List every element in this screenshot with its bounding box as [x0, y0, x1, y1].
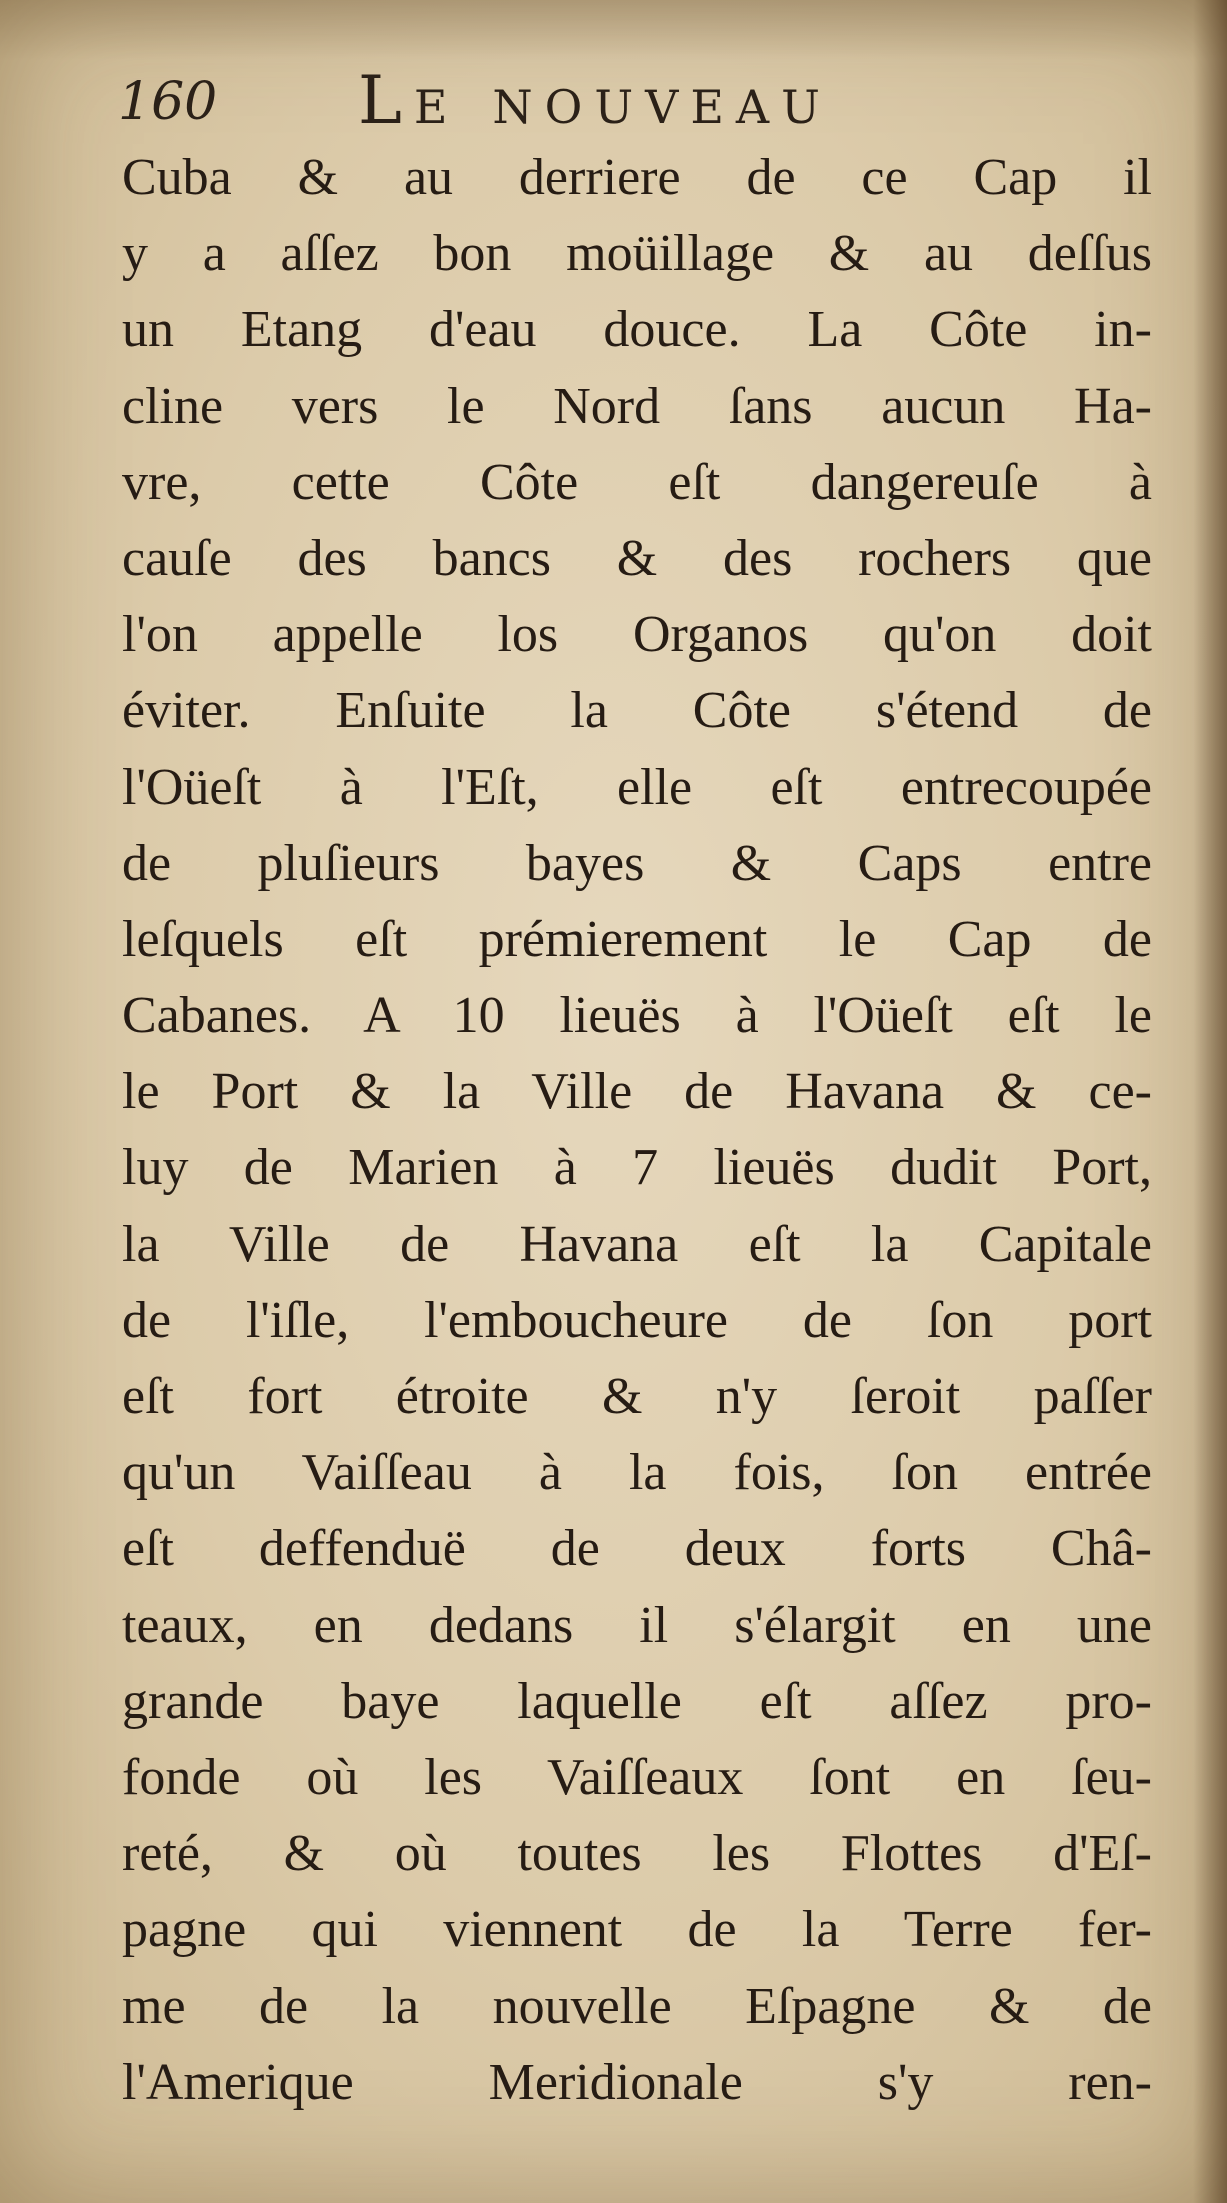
body-text — [122, 140, 1152, 2121]
text-line: vre, cette Côte eſt dangereuſe à — [122, 453, 1152, 511]
text-line: de l'iſle, l'embouchеure de ſon port — [122, 1291, 1152, 1349]
page-gutter-shadow — [1193, 0, 1227, 2203]
text-line: l'Oüeſt à l'Eſt, elle eſt entrecoupée — [122, 758, 1152, 816]
text-line: Cuba & au derriere de ce Cap il — [122, 149, 1152, 206]
running-title: Le nouveau — [358, 62, 832, 139]
text-line: cline vers le Nord ſans aucun Ha- — [122, 377, 1152, 435]
text-line: leſquels eſt prémierement le Cap de — [122, 910, 1152, 968]
page-number: 160 — [118, 72, 218, 132]
text-line: pagne qui viennent de la Terre fer- — [122, 1901, 1152, 1959]
text-line: reté, & où toutes les Flottes d'Eſ- — [122, 1825, 1152, 1883]
text-line: la Ville de Havana eſt la Capitale — [122, 1215, 1152, 1273]
text-line: me de la nouvelle Eſpagne & de — [122, 1977, 1152, 2035]
page-header — [118, 62, 1148, 152]
page-top-shadow — [0, 0, 1227, 60]
text-line: fonde où les Vaiſſeaux ſont en ſeu- — [122, 1748, 1152, 1806]
text-line: éviter. Enſuite la Côte s'étend de — [122, 682, 1152, 740]
text-line: luy de Marien à 7 lieuës dudit Port, — [122, 1139, 1152, 1197]
text-line: eſt deffenduë de deux forts Châ- — [122, 1520, 1152, 1578]
text-line: teaux, en dedans il s'élargit en une — [122, 1596, 1152, 1654]
text-line: eſt fort étroite & n'y ſeroit paſſer — [122, 1368, 1152, 1425]
text-line: y a aſſez bon moüillage & au deſſus — [122, 225, 1152, 283]
text-line: le Port & la Ville de Havana & ce- — [122, 1063, 1152, 1121]
text-line: qu'un Vaiſſeau à la fois, ſon entrée — [122, 1444, 1152, 1502]
text-line: un Etang d'eau douce. La Côte in- — [122, 301, 1152, 359]
text-line: grande baye laquelle eſt aſſez pro- — [122, 1672, 1152, 1730]
text-line: cauſe des bancs & des rochers que — [122, 529, 1152, 587]
text-line: l'Amerique Meridionale s'y ren- — [122, 2053, 1152, 2111]
text-line: Cabanes. A 10 lieuës à l'Oüeſt eſt le — [122, 987, 1152, 1045]
text-line: l'on appelle los Organos qu'on doit — [122, 606, 1152, 664]
text-line: de pluſieurs bayes & Caps entre — [122, 834, 1152, 892]
